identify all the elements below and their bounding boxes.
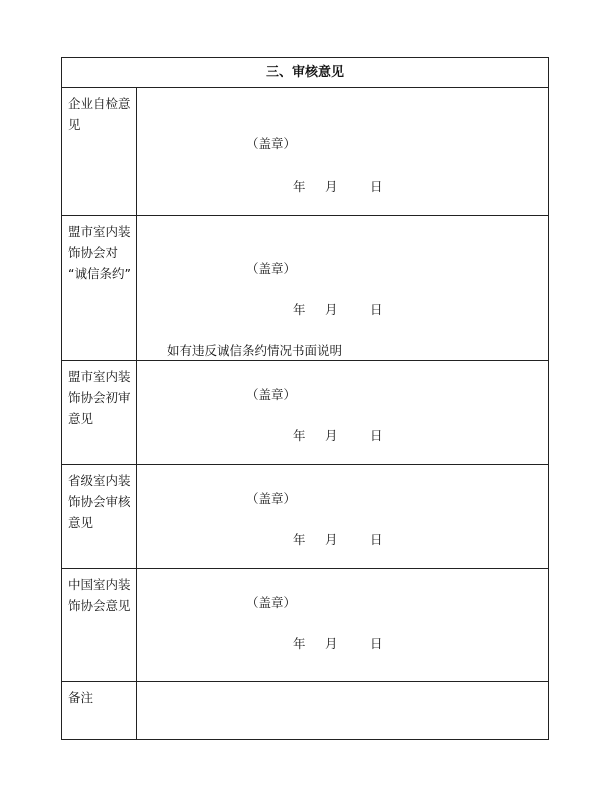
table-row-remarks (62, 682, 548, 739)
date-day-label: 日 (370, 302, 383, 317)
violation-note: 如有违反诚信条约情况书面说明 (167, 343, 343, 358)
review-opinion-table (61, 57, 549, 740)
date-year-label: 年 (293, 179, 306, 194)
date-month-label: 月 (325, 302, 338, 317)
opinion-cell-national-review[interactable] (137, 569, 548, 681)
row-label-preliminary-review: 盟市室内装 饰协会初审 意见 (62, 361, 137, 464)
date-month-label: 月 (325, 179, 338, 194)
date-month-label: 月 (325, 636, 338, 651)
table-row-self-inspection (62, 88, 548, 216)
table-row-preliminary-review (62, 361, 548, 465)
date-day-label: 日 (370, 532, 383, 547)
table-title: 三、审核意见 (62, 58, 548, 88)
date-year-label: 年 (293, 532, 306, 547)
table-row-national-review (62, 569, 548, 682)
row-label-provincial-review: 省级室内装 饰协会审核 意见 (62, 465, 137, 568)
opinion-cell-self-inspection[interactable] (137, 88, 548, 215)
seal-label: （盖章） (246, 261, 297, 276)
date-year-label: 年 (293, 302, 306, 317)
opinion-cell-preliminary-review[interactable] (137, 361, 548, 464)
opinion-cell-provincial-review[interactable] (137, 465, 548, 568)
table-row-provincial-review (62, 465, 548, 569)
seal-label: （盖章） (246, 595, 297, 610)
date-year-label: 年 (293, 428, 306, 443)
row-label-national-review: 中国室内装 饰协会意见 (62, 569, 137, 681)
row-label-remarks: 备注 (62, 682, 137, 739)
date-year-label: 年 (293, 636, 306, 651)
date-month-label: 月 (325, 428, 338, 443)
row-label-integrity-pact: 盟市室内装 饰协会对 “诚信条约” (62, 216, 137, 360)
seal-label: （盖章） (246, 387, 297, 402)
date-day-label: 日 (370, 179, 383, 194)
seal-label: （盖章） (246, 491, 297, 506)
remarks-cell[interactable] (137, 682, 548, 739)
opinion-cell-integrity-pact[interactable] (137, 216, 548, 360)
row-label-self-inspection: 企业自检意 见 (62, 88, 137, 215)
seal-label: （盖章） (246, 136, 297, 151)
date-day-label: 日 (370, 636, 383, 651)
table-row-integrity-pact (62, 216, 548, 361)
date-month-label: 月 (325, 532, 338, 547)
date-day-label: 日 (370, 428, 383, 443)
